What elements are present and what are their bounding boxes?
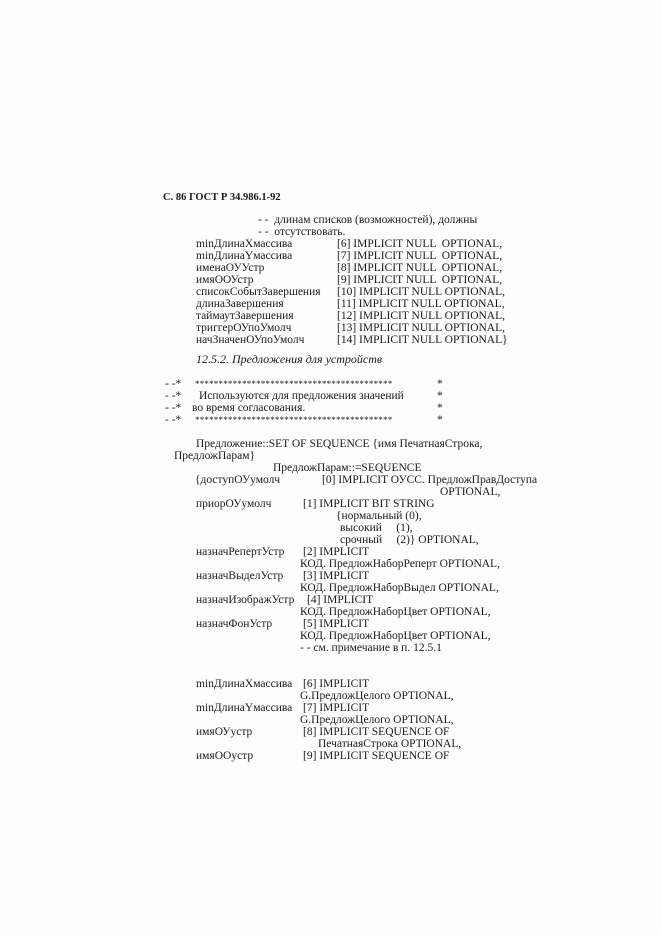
definition-line: Предложение::SET OF SEQUENCE {имя ПечатнаяСтрока, [196, 438, 483, 450]
field-value: OPTIONAL, [440, 486, 501, 498]
comment-prefix: - -* [165, 390, 182, 402]
field-name: имяООустр [196, 750, 254, 762]
field-value: G.ПредложЦелого OPTIONAL, [300, 714, 454, 726]
field-name: minДлинаYмассива [196, 702, 293, 714]
field-name: таймаутЗавершения [196, 310, 294, 322]
field-value: [0] IMPLICIT ОУСС. ПредложПравДоступа [322, 474, 538, 486]
field-value: [6] IMPLICIT [303, 678, 370, 690]
comment-line: - - отсутствовать. [258, 226, 346, 238]
comment-end: * [437, 378, 443, 390]
field-value: высокий (1), [340, 522, 413, 534]
field-name: начЗначенОУпоУмолч [196, 334, 305, 346]
field-value: [13] IMPLICIT NULL OPTIONAL, [337, 322, 506, 334]
field-value: КОД. ПредложНаборРеперт OPTIONAL, [300, 558, 500, 570]
field-value: [6] IMPLICIT NULL OPTIONAL, [337, 238, 503, 250]
comment-text: Используются для предложения значений [199, 390, 404, 402]
field-name: minДлинаХмассива [196, 678, 293, 690]
field-name: приорОУумолч [196, 498, 272, 510]
comment-line: - - длинам списков (возможностей), должны [258, 214, 478, 226]
comment-end: * [437, 390, 443, 402]
field-value: [7] IMPLICIT NULL OPTIONAL, [337, 250, 503, 262]
field-value: [3] IMPLICIT [303, 570, 370, 582]
field-value: [10] IMPLICIT NULL OPTIONAL, [337, 286, 506, 298]
field-value: [12] IMPLICIT NULL OPTIONAL, [337, 310, 506, 322]
comment-prefix: - -* [165, 414, 182, 426]
field-value: - - см. примечание в п. 12.5.1 [300, 642, 442, 654]
field-name: minДлинаХмассива [196, 238, 293, 250]
comment-prefix: - -* [165, 378, 182, 390]
field-value: [4] IMPLICIT [307, 594, 374, 606]
field-value: [14] IMPLICIT NULL OPTIONAL} [337, 334, 508, 346]
field-value: [8] IMPLICIT NULL OPTIONAL, [337, 262, 503, 274]
page-header: С. 86 ГОСТ Р 34.986.1-92 [163, 192, 281, 203]
field-name: имяООУстр [196, 274, 254, 286]
field-name: назначФонУстр [196, 618, 273, 630]
field-value: КОД. ПредложНаборВыдел OPTIONAL, [300, 582, 499, 594]
field-name: назначВыделУстр [196, 570, 284, 582]
comment-prefix: - -* [165, 402, 182, 414]
field-name: назначРепертУстр [196, 546, 285, 558]
field-name: именаОУУстр [196, 262, 265, 274]
field-value: [1] IMPLICIT BIT STRING [303, 498, 435, 510]
field-value: срочный (2)} OPTIONAL, [340, 534, 479, 546]
field-name: имяОУустр [196, 726, 253, 738]
comment-stars: ****************************************** [195, 415, 393, 425]
field-value: КОД. ПредложНаборЦвет OPTIONAL, [300, 606, 491, 618]
field-value: [8] IMPLICIT SEQUENCE OF [303, 726, 450, 738]
comment-end: * [437, 414, 443, 426]
field-value: [9] IMPLICIT SEQUENCE OF [303, 750, 450, 762]
field-value: [7] IMPLICIT [303, 702, 370, 714]
field-name: minДлинаYмассива [196, 250, 293, 262]
field-name: {доступОУумолч [195, 474, 281, 486]
field-name: триггерОУпоУмолч [196, 322, 292, 334]
definition-line: ПредложПарам} [174, 450, 256, 462]
field-name: списокСобытЗавершения [196, 286, 321, 298]
field-value: [11] IMPLICIT NULL OPTIONAL, [337, 298, 505, 310]
comment-text: во время согласования. [192, 402, 306, 414]
field-value: [9] IMPLICIT NULL OPTIONAL, [337, 274, 503, 286]
section-title: 12.5.2. Предложения для устройств [196, 352, 383, 366]
field-value: {нормальный (0), [336, 510, 422, 522]
definition-line: ПредложПарам::=SEQUENCE [273, 462, 422, 474]
field-value: G.ПредложЦелого OPTIONAL, [300, 690, 454, 702]
field-value: [2] IMPLICIT [303, 546, 370, 558]
field-value: ПечатнаяСтрока OPTIONAL, [318, 738, 462, 750]
comment-end: * [437, 402, 443, 414]
comment-stars: ****************************************** [195, 379, 393, 389]
field-value: [5] IMPLICIT [303, 618, 370, 630]
field-value: КОД. ПредложНаборЦвет OPTIONAL, [300, 630, 491, 642]
field-name: назначИзображУстр [196, 594, 295, 606]
field-name: длинаЗавершения [196, 298, 284, 310]
